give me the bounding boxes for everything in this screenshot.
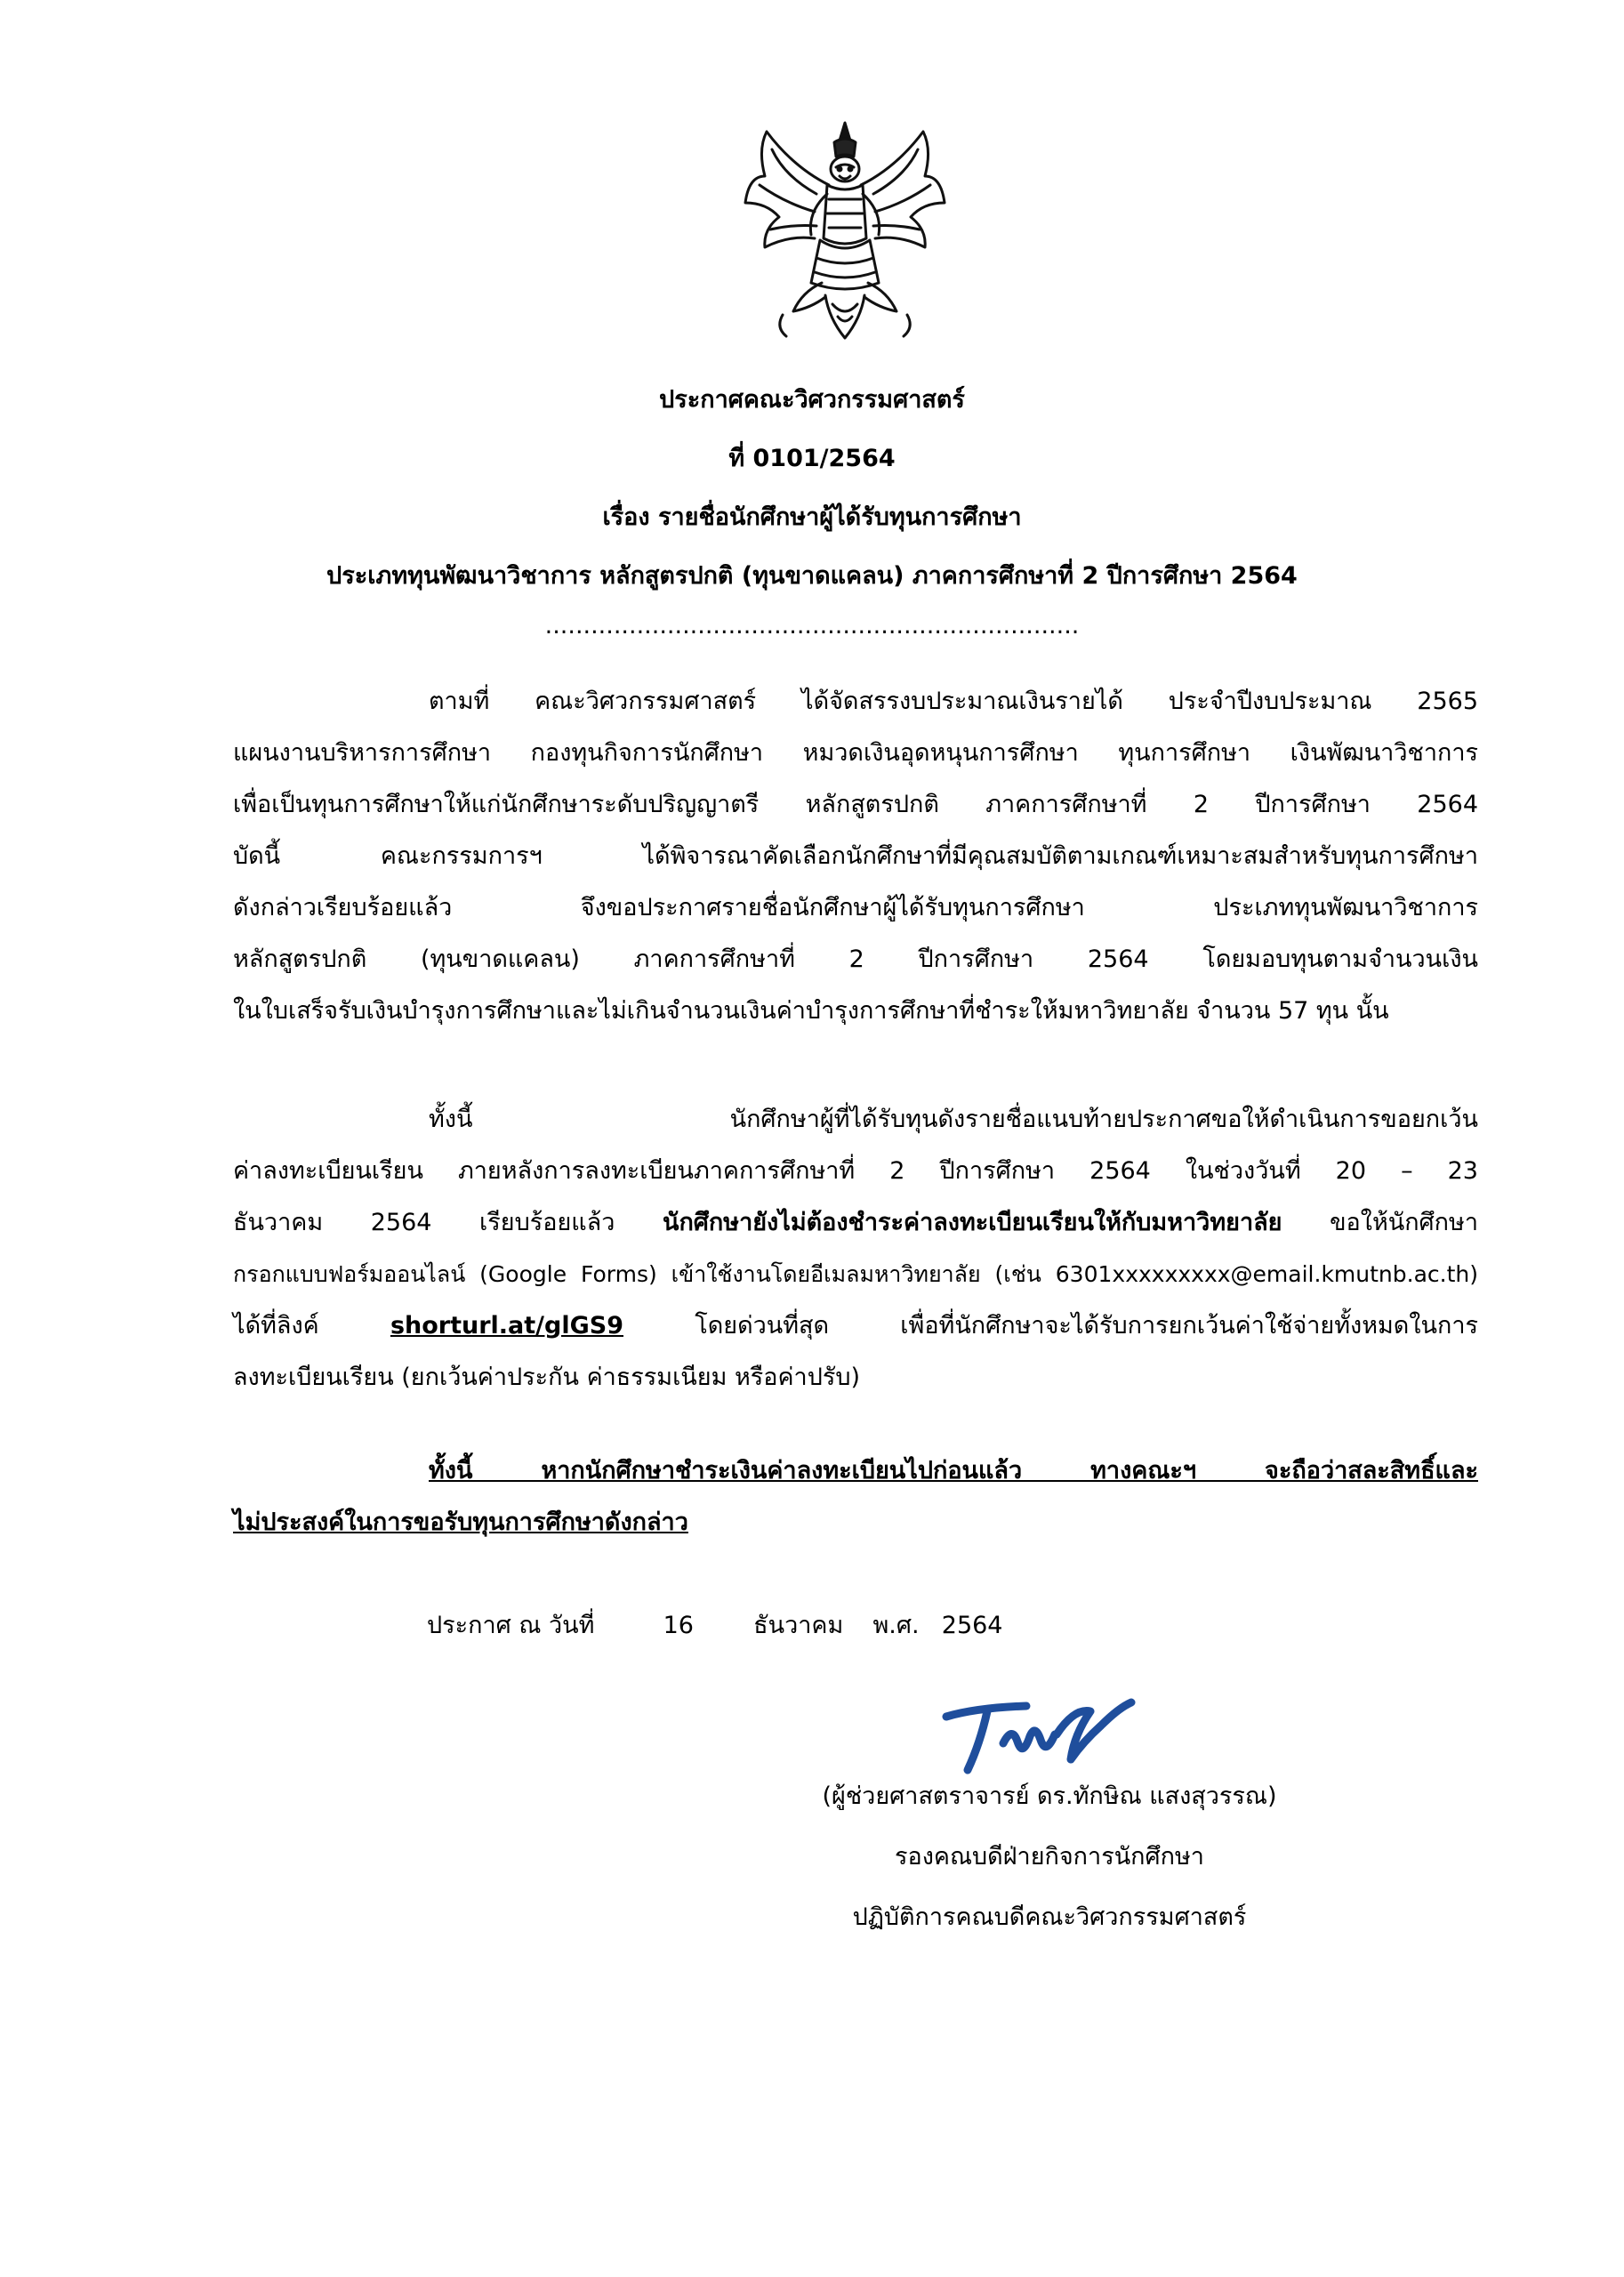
text-segment: ธันวาคม 2564 เรียบร้อยแล้ว: [233, 1209, 663, 1236]
dotted-separator: ......................................................................: [544, 612, 1080, 640]
paragraph-line: ลงทะเบียนเรียน (ยกเว้นค่าประกัน ค่าธรรมเนียม หรือค่าปรับ): [233, 1364, 861, 1391]
announcement-category: ประเภททุนพัฒนาวิชาการ หลักสูตรปกติ (ทุนขาดแคลน) ภาคการศึกษาที่ 2 ปีการศึกษา 2564: [326, 562, 1298, 590]
announcement-number: ที่ 0101/2564: [728, 445, 896, 472]
warning-line: ทั้งนี้ หากนักศึกษาชำระเงินค่าลงทะเบียนไปก่อนแล้ว ทางคณะฯ จะถือว่าสละสิทธิ์และ: [429, 1457, 1478, 1484]
signatory-position: รองคณบดีฝ่ายกิจการนักศึกษา: [895, 1843, 1204, 1871]
announcement-date: [427, 1608, 1002, 1644]
signatory-acting-position: ปฏิบัติการคณบดีคณะวิศวกรรมศาสตร์: [852, 1903, 1247, 1931]
paragraph-line: บัดนี้ คณะกรรมการฯ ได้พิจารณาคัดเลือกนักศึกษาที่มีคุณสมบัติตามเกณฑ์เหมาะสมสำหรับทุนการศึกษา: [233, 842, 1478, 870]
handwritten-signature: [941, 1690, 1137, 1779]
paragraph-line: ตามที่ คณะวิศวกรรมศาสตร์ ได้จัดสรรงบประมาณเงินรายได้ ประจำปีงบประมาณ 2565: [429, 688, 1478, 715]
text-segment: โดยด่วนที่สุด เพื่อที่นักศึกษาจะได้รับการยกเว้นค่าใช้จ่ายทั้งหมดในการ: [623, 1312, 1478, 1340]
paragraph-line: หลักสูตรปกติ (ทุนขาดแคลน) ภาคการศึกษาที่ 2 ปีการศึกษา 2564 โดยมอบทุนตามจำนวนเงิน: [233, 945, 1478, 973]
date-label: ประกาศ ณ วันที่: [427, 1612, 595, 1639]
bold-notice: นักศึกษายังไม่ต้องชำระค่าลงทะเบียนเรียนให้กับมหาวิทยาลัย: [662, 1209, 1282, 1236]
paragraph-line: ค่าลงทะเบียนเรียน ภายหลังการลงทะเบียนภาคการศึกษาที่ 2 ปีการศึกษา 2564 ในช่วงวันที่ 20 – 23: [233, 1157, 1478, 1185]
text-segment: ได้ที่ลิงค์: [233, 1312, 390, 1340]
paragraph-warning: [233, 1445, 1478, 1549]
paragraph-line: แผนงานบริหารการศึกษา กองทุนกิจการนักศึกษา หมวดเงินอุดหนุนการศึกษา ทุนการศึกษา เงินพัฒนาวิชาการ: [233, 739, 1478, 767]
announcement-subject: เรื่อง รายชื่อนักศึกษาผู้ได้รับทุนการศึกษา: [602, 503, 1022, 531]
date-era: พ.ศ.: [872, 1612, 920, 1639]
warning-line: ไม่ประสงค์ในการขอรับทุนการศึกษาดังกล่าว: [233, 1509, 688, 1536]
garuda-emblem-icon: [740, 114, 950, 347]
form-link[interactable]: shorturl.at/glGS9: [390, 1312, 624, 1340]
paragraph-line: เพื่อเป็นทุนการศึกษาให้แก่นักศึกษาระดับปริญญาตรี หลักสูตรปกติ ภาคการศึกษาที่ 2 ปีการศึกษา 2564: [233, 791, 1478, 818]
paragraph-line: [233, 1300, 1478, 1352]
signatory-name: (ผู้ช่วยศาสตราจารย์ ดร.ทักษิณ แสงสุวรรณ): [822, 1782, 1277, 1810]
paragraph-budget: [233, 676, 1478, 1037]
date-year: 2564: [941, 1612, 1003, 1639]
announcement-title: ประกาศคณะวิศวกรรมศาสตร์: [659, 386, 965, 414]
paragraph-line: [233, 1197, 1478, 1249]
date-month: ธันวาคม: [753, 1612, 844, 1639]
text-segment: ขอให้นักศึกษา: [1282, 1209, 1478, 1236]
paragraph-line: ในใบเสร็จรับเงินบำรุงการศึกษาและไม่เกินจำนวนเงินค่าบำรุงการศึกษาที่ชำระให้มหาวิทยาลัย จำนวน 57 ทุน นั้น: [233, 997, 1389, 1025]
date-day: 16: [663, 1612, 694, 1639]
paragraph-line: ดังกล่าวเรียบร้อยแล้ว จึงขอประกาศรายชื่อนักศึกษาผู้ได้รับทุนการศึกษา ประเภททุนพัฒนาวิชาการ: [233, 894, 1478, 921]
paragraph-instructions: [233, 1094, 1478, 1404]
paragraph-line: ทั้งนี้ นักศึกษาผู้ที่ได้รับทุนดังรายชื่อแนบท้ายประกาศขอให้ดำเนินการขอยกเว้น: [429, 1106, 1478, 1133]
paragraph-line: กรอกแบบฟอร์มออนไลน์ (Google Forms) เข้าใช้งานโดยอีเมลมหาวิทยาลัย (เช่น 6301xxxxxxxxx@email.kmutnb.ac.th): [233, 1261, 1478, 1287]
